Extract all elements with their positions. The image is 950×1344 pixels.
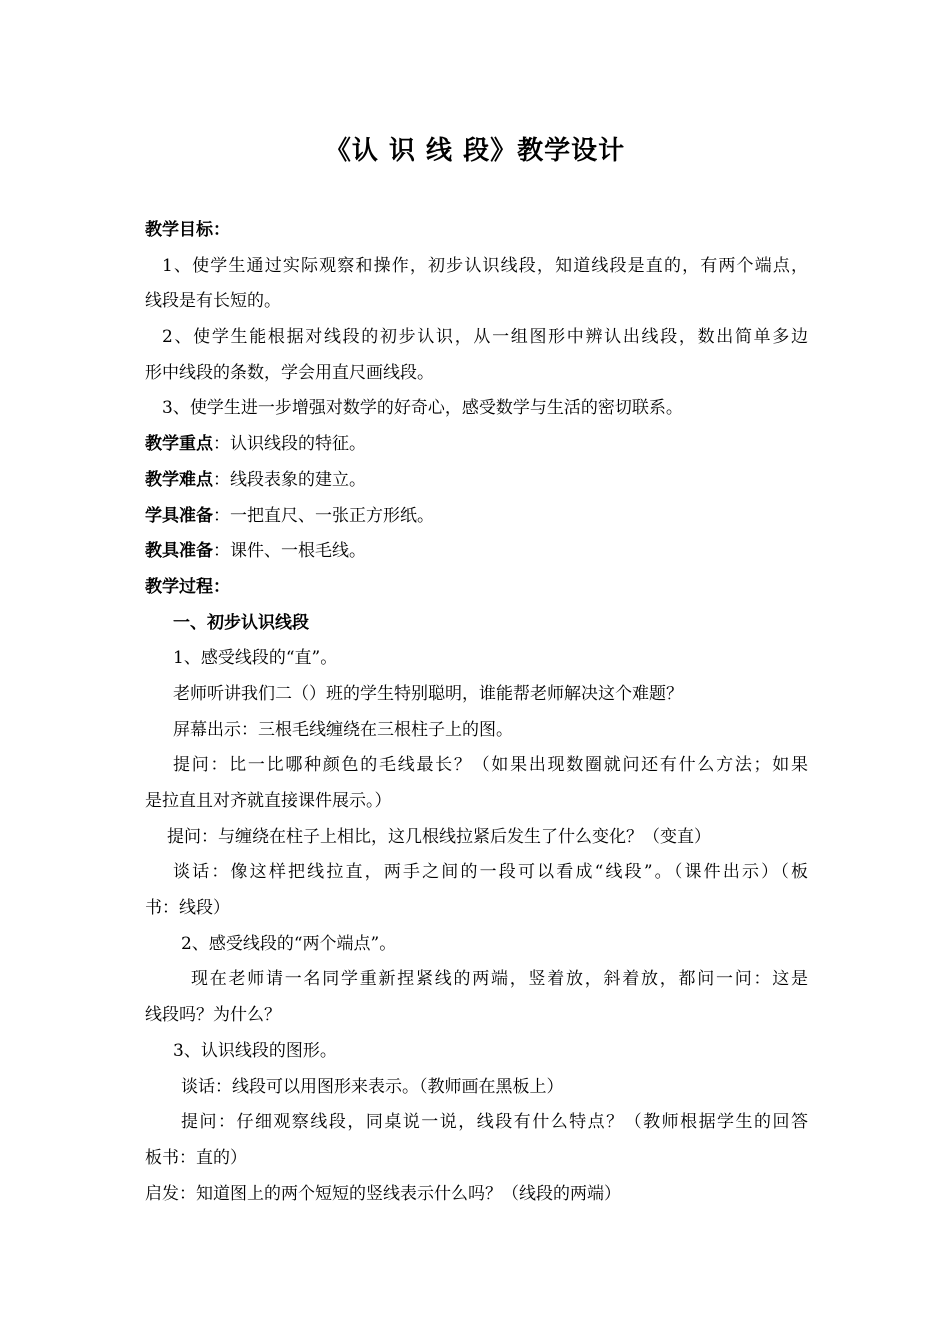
paragraph-6-line-2: 线段吗？为什么？: [145, 1005, 281, 1026]
paragraph-6-line-1: 现在老师请一名同学重新捏紧线的两端，竖着放，斜着放，都问一问：这是: [191, 969, 808, 990]
goals-heading: 教学目标：: [145, 220, 230, 240]
paragraph-8-line-1: 提问：仔细观察线段，同桌说一说，线段有什么特点？（教师根据学生的回答: [181, 1112, 808, 1133]
student-tools-text: ：一把直尺、一张正方形纸。: [213, 505, 434, 526]
key-point-text: ：认识线段的特征。: [213, 434, 366, 455]
section-1-heading: 一、初步认识线段: [173, 612, 309, 633]
document-body: [145, 213, 808, 1212]
teacher-tools-text: ：课件、一根毛线。: [213, 541, 366, 562]
teacher-tools-label: 教具准备: [145, 541, 213, 562]
section-1-item-2: 2、感受线段的“两个端点”。: [181, 933, 397, 954]
paragraph-4: 提问：与缠绕在柱子上相比，这几根线拉紧后发生了什么变化？（变直）: [167, 826, 711, 847]
key-point-label: 教学重点: [145, 434, 213, 455]
difficulty-text: ：线段表象的建立。: [213, 469, 366, 490]
paragraph-3-line-2: 是拉直且对齐就直接课件展示。）: [145, 791, 392, 811]
goal-1-line-1: 1、使学生通过实际观察和操作，初步认识线段，知道线段是直的，有两个端点，: [162, 255, 808, 276]
paragraph-2: 屏幕出示：三根毛线缠绕在三根柱子上的图。: [173, 719, 513, 740]
difficulty-label: 教学难点: [145, 469, 213, 490]
paragraph-5-line-1: 谈话：像这样把线拉直，两手之间的一段可以看成“线段”。（课件出示）（板: [173, 862, 808, 883]
goal-2-line-1: 2、使学生能根据对线段的初步认识，从一组图形中辨认出线段，数出简单多边: [162, 327, 808, 348]
paragraph-3-line-1: 提问：比一比哪种颜色的毛线最长？（如果出现数圈就问还有什么方法；如果: [173, 755, 808, 776]
section-1-item-3: 3、认识线段的图形。: [173, 1040, 337, 1061]
paragraph-1: 老师听讲我们二（）班的学生特别聪明，谁能帮老师解决这个难题？: [173, 683, 683, 704]
key-point: [145, 427, 808, 463]
paragraph-9: 启发：知道图上的两个短短的竖线表示什么吗？（线段的两端）: [145, 1183, 621, 1204]
paragraph-5-line-2: 书：线段）: [145, 898, 230, 919]
goal-1-line-2: 线段是有长短的。: [145, 291, 281, 312]
goal-2-line-2: 形中线段的条数，学会用直尺画线段。: [145, 362, 434, 383]
paragraph-7: 谈话：线段可以用图形来表示。（教师画在黑板上）: [181, 1076, 564, 1097]
section-1-item-1: 1、感受线段的“直”。: [173, 648, 338, 669]
difficulty: [145, 463, 808, 499]
process-heading: 教学过程：: [145, 576, 230, 597]
paragraph-8-line-2: 板书：直的）: [145, 1147, 247, 1168]
goal-3: 3、使学生进一步增强对数学的好奇心，感受数学与生活的密切联系。: [162, 398, 683, 419]
student-tools-label: 学具准备: [145, 505, 213, 526]
document-title: 《认 识 线 段》教学设计: [324, 136, 626, 166]
teacher-tools: [145, 534, 808, 570]
student-tools: [145, 499, 808, 535]
